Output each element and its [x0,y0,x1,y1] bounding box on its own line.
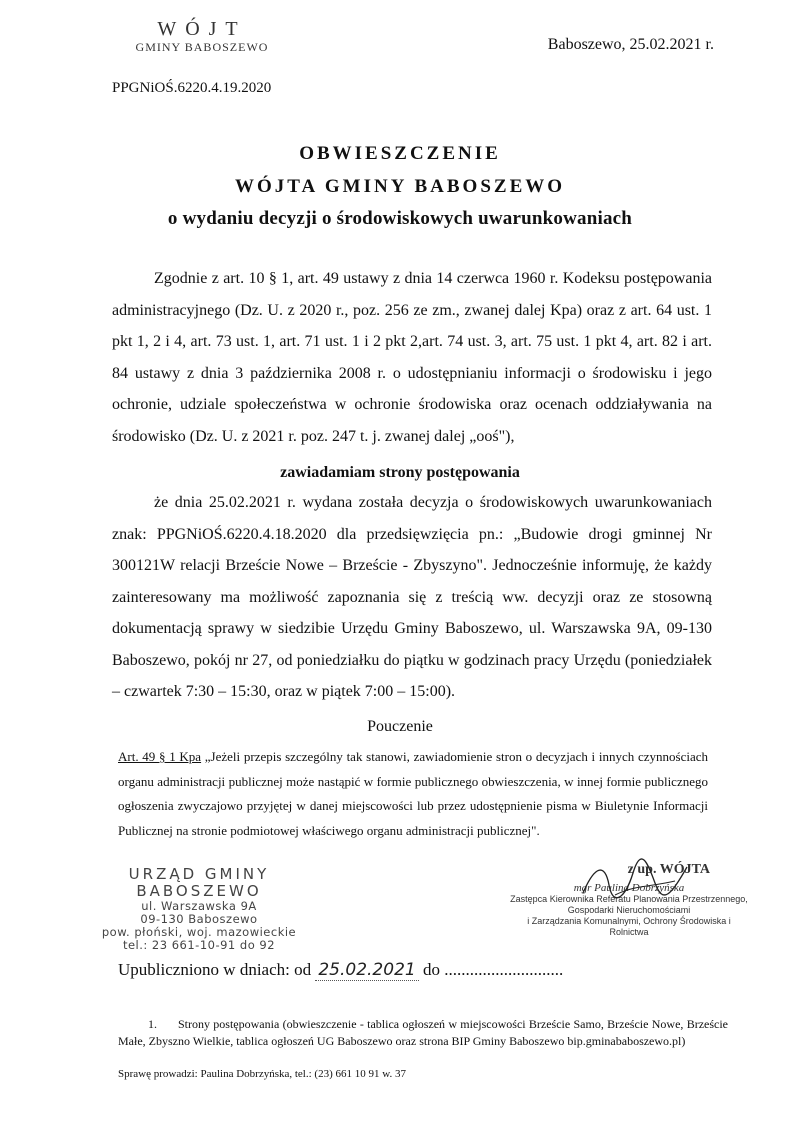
distribution-footnote [118,1016,728,1050]
pouczenie-heading: Pouczenie [367,718,433,735]
legal-basis-paragraph: Zgodnie z art. 10 § 1, art. 49 ustawy z dnia 14 czerwca 1960 r. Kodeksu postępowania administracyjnego (Dz. U. z 2020 r., poz. 256 ze zm., zwanej dalej Kpa) oraz z art. 64 ust. 1 pkt 1, 2 i 4, art. 73 ust. 1, art. 71 ust. 1 i 2 pkt 2,art. 74 ust. 3, art. 75 ust. 1 pkt 4, art. 82 i art. 84 ustawy z dnia 3 października 2008 r. o udostępnianiu informacji o środowisku i jego ochronie, udziale społeczeństwa w ochronie środowiska oraz ocenach oddziaływania na środowisko (Dz. U. z 2021 r. poz. 247 t. j. zwanej dalej „ooś"), [112,270,712,445]
signatory-position-1: Zastępca Kierownika Referatu Planowania Przestrzennego, [510,894,748,904]
signatory-name: mgr Paulina Dobrzyńska [573,882,685,894]
publication-to-label: do [422,960,440,979]
office-stamp-region: pow. płoński, woj. mazowieckie [101,925,297,939]
office-stamp-line1: URZĄD GMINY [128,865,270,883]
publication-line [118,960,563,981]
case-handler: Sprawę prowadzi: Paulina Dobrzyńska, tel.: (23) 661 10 91 w. 37 [118,1068,406,1080]
signature-authority: z up. WÓJTA [627,862,710,877]
document-subject: o wydaniu decyzji o środowiskowych uwarunkowaniach [167,208,633,229]
footnote-number: 1. [148,1017,157,1031]
publication-date-to: ............................ [444,960,564,979]
office-stamp-line2: BABOSZEWO [136,882,262,900]
publication-date-from: 25.02.2021 [315,960,418,981]
publication-label: Upubliczniono w dniach: od [118,960,312,979]
decision-paragraph: że dnia 25.02.2021 r. wydana została decyzja o środowiskowych uwarunkowaniach znak: PPGNiOŚ.6220.4.18.2020 dla przedsięwzięcia pn.: „Budowie drogi gminnej Nr 300121W relacji Brzeście Nowe – Brzeście - Zbyszyno". Jednocześnie informuję, że każdy zainteresowany ma możliwość zapoznania się z treścią ww. decyzji oraz ze stosowną dokumentacją sprawy w siedzibie Urzędu Gminy Baboszewo, ul. Warszawska 9A, 09-130 Baboszewo, pokój nr 27, od poniedziałku do piątku w godzinach pracy Urzędu (poniedziałek – czwartek 7:30 – 15:30, oraz w piątek 7:00 – 15:00). [112,494,712,700]
document-title: OBWIESZCZENIE [299,143,501,164]
notice-heading: zawiadamiam strony postępowania [280,464,520,481]
pouczenie-text [118,745,708,843]
place-date: Baboszewo, 25.02.2021 r. [547,36,714,53]
office-stamp-postcode: 09-130 Baboszewo [140,912,258,926]
footnote-text: Strony postępowania (obwieszczenie - tablica ogłoszeń w miejscowości Brzeście Samo, Brzeście Nowe, Brzeście Małe, Zbyszno Wielkie, tablica ogłoszeń UG Baboszewo oraz strona BIP Gminy Baboszewo bip.gminababoszewo.pl) [118,1017,728,1048]
signatory-position-2: Gospodarki Nieruchomościami [567,905,691,915]
stamp-wojt-text: WÓJT [157,18,247,40]
document-issuer: WÓJTA GMINY BABOSZEWO [234,176,566,197]
signatory-position-3: i Zarządzania Komunalnymi, Ochrony Środowiska i Rolnictwa [527,916,731,937]
reference-number: PPGNiOŚ.6220.4.19.2020 [112,80,272,96]
wojt-header-stamp [112,18,292,54]
article-reference: Art. 49 § 1 Kpa [118,749,202,764]
office-stamp [88,866,310,952]
handwritten-signature [575,855,695,905]
office-stamp-street: ul. Warszawska 9A [141,899,257,913]
pouczenie-quote: „Jeżeli przepis szczególny tak stanowi, zawiadomienie stron o decyzjach i innych czynnościach organu administracji publicznej może nastąpić w formie publicznego obwieszczenia, w innej formie publicznego ogłoszenia zwyczajowo przyjętej w danej miejscowości lub przez udostępnienie pisma w Biuletynie Informacji Publicznej na stronie podmiotowej właściwego organu administracji publicznej". [118,749,708,838]
stamp-gmina-text: GMINY BABOSZEWO [135,40,269,54]
office-stamp-phone: tel.: 23 661-10-91 do 92 [122,938,276,952]
